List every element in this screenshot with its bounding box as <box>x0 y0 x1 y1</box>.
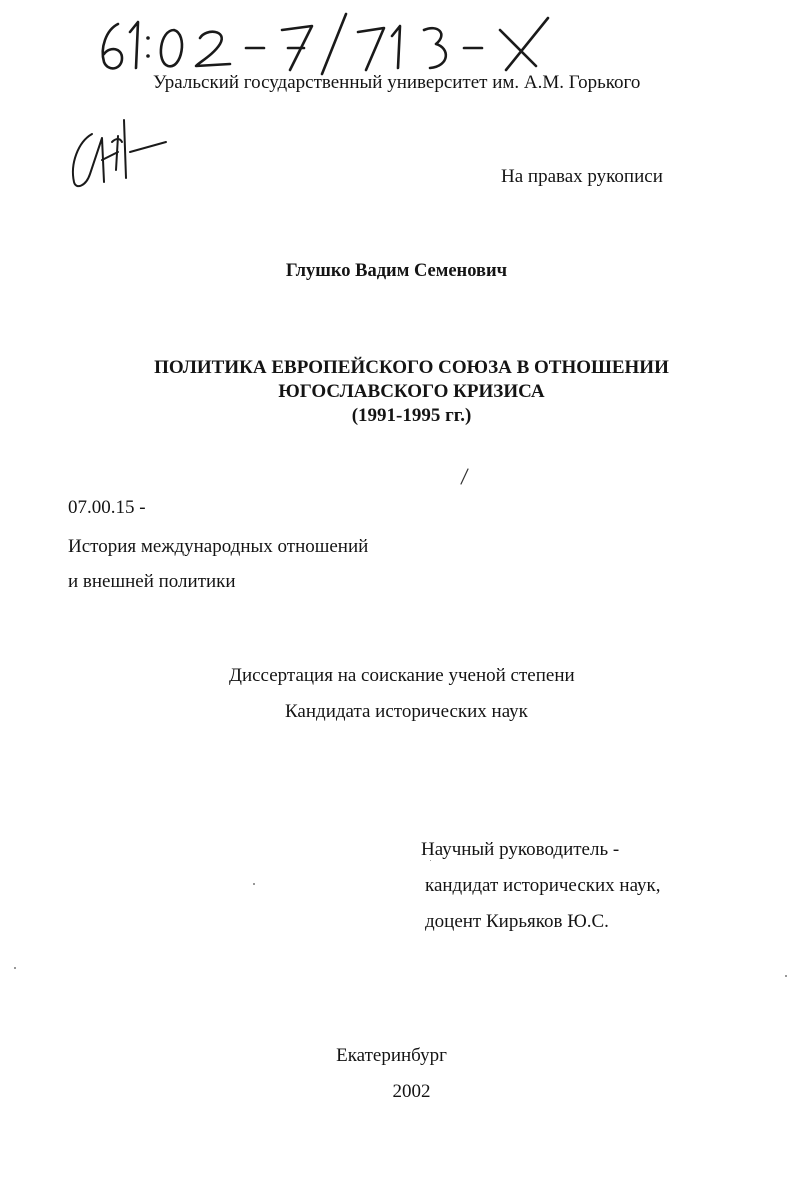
supervisor-degree: кандидат исторических наук, <box>425 875 661 896</box>
city: Екатеринбург <box>336 1045 447 1066</box>
manuscript-rights-note: На правах рукописи <box>501 166 663 187</box>
degree-statement-line-2: Кандидата исторических наук <box>285 701 528 722</box>
title-line-2: ЮГОСЛАВСКОГО КРИЗИСА <box>278 381 545 402</box>
author-name: Глушко Вадим Семенович <box>285 261 508 281</box>
dissertation-title <box>0 356 793 428</box>
degree-statement-line-1: Диссертация на соискание ученой степени <box>229 665 575 686</box>
supervisor-label: Научный руководитель - <box>421 839 620 860</box>
scan-speck <box>14 967 16 969</box>
title-years: (1991-1995 гг.) <box>351 405 472 426</box>
supervisor-name: доцент Кирьяков Ю.С. <box>425 911 609 932</box>
specialty-name-line-1: История международных отношений <box>68 536 369 557</box>
specialty-code: 07.00.15 - <box>68 497 146 518</box>
signature-mark <box>62 112 182 194</box>
stray-pen-mark <box>457 466 471 488</box>
university-name: Уральский государственный университет им. А.М. Горького <box>153 72 641 93</box>
scan-speck <box>253 883 255 885</box>
handwritten-archive-code <box>96 8 576 78</box>
specialty-name-line-2: и внешней политики <box>68 571 236 592</box>
scan-speck <box>785 975 787 977</box>
year: 2002 <box>392 1081 431 1102</box>
title-line-1: ПОЛИТИКА ЕВРОПЕЙСКОГО СОЮЗА В ОТНОШЕНИИ <box>154 357 669 378</box>
scan-speck <box>430 860 431 861</box>
